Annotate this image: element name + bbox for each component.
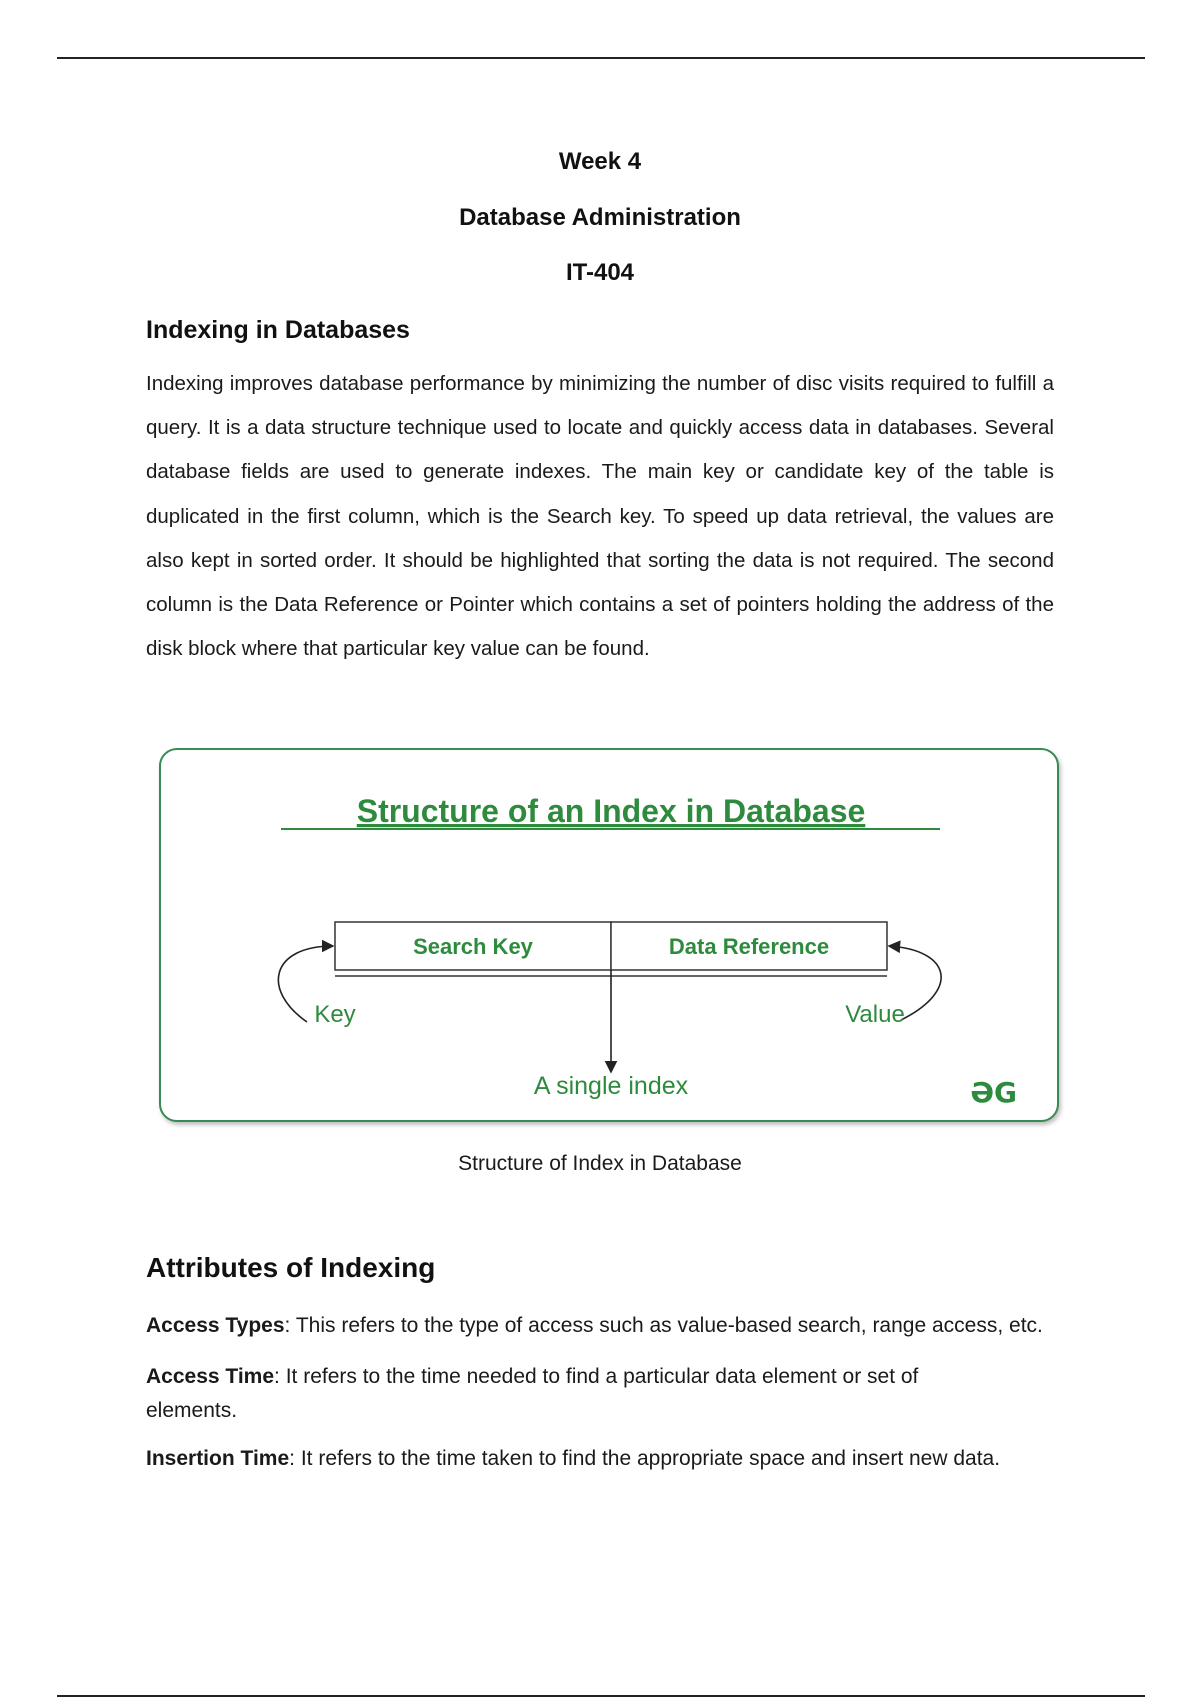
figure-title: Structure of an Index in Database xyxy=(356,793,866,829)
data-reference-label: Data Reference xyxy=(668,934,830,959)
gfg-logo: ƏG xyxy=(970,1076,1017,1109)
indexing-paragraph: Indexing improves database performance by minimizing the number of disc visits required to fulfill a query. It is a data structure technique used to locate and quickly access data in databases. Several database fields are used to generate indexes. The main key or candidate key of the table is duplicated in the first column, which is the Search key. To speed up data retrieval, the values are also kept in sorted order. It should be highlighted that sorting the data is not required. The second column is the Data Reference or Pointer which contains a set of pointers holding the address of the disk block where that particular key value can be found. xyxy=(146,372,1054,661)
course-name: Database Administration xyxy=(459,204,741,231)
index-structure-figure xyxy=(159,748,1059,1122)
top-rule xyxy=(57,57,1145,59)
key-label: Key xyxy=(314,1001,356,1028)
single-index-label: A single index xyxy=(533,1072,689,1100)
value-label: Value xyxy=(845,1001,905,1028)
attribute-item xyxy=(146,1309,1066,1343)
attribute-term: Access Types xyxy=(146,1314,285,1337)
section-heading-attributes: Attributes of Indexing xyxy=(146,1252,436,1283)
week-title: Week 4 xyxy=(558,148,642,175)
section-heading-indexing: Indexing in Databases xyxy=(146,316,410,344)
index-structure-diagram xyxy=(161,750,1061,1124)
attribute-item xyxy=(146,1442,1066,1476)
course-code: IT-404 xyxy=(565,259,635,286)
search-key-label: Search Key xyxy=(413,934,533,959)
attribute-item xyxy=(146,1360,976,1428)
attribute-text: : It refers to the time taken to find the appropriate space and insert new data. xyxy=(289,1447,1001,1470)
attribute-text: : This refers to the type of access such as value-based search, range access, etc. xyxy=(284,1314,1043,1337)
bottom-rule xyxy=(57,1695,1145,1697)
attribute-term: Access Time xyxy=(146,1365,275,1388)
attribute-term: Insertion Time xyxy=(146,1447,290,1470)
attribute-text: : It refers to the time needed to find a particular data element or set of elements. xyxy=(146,1365,919,1422)
figure-caption: Structure of Index in Database xyxy=(458,1152,742,1175)
